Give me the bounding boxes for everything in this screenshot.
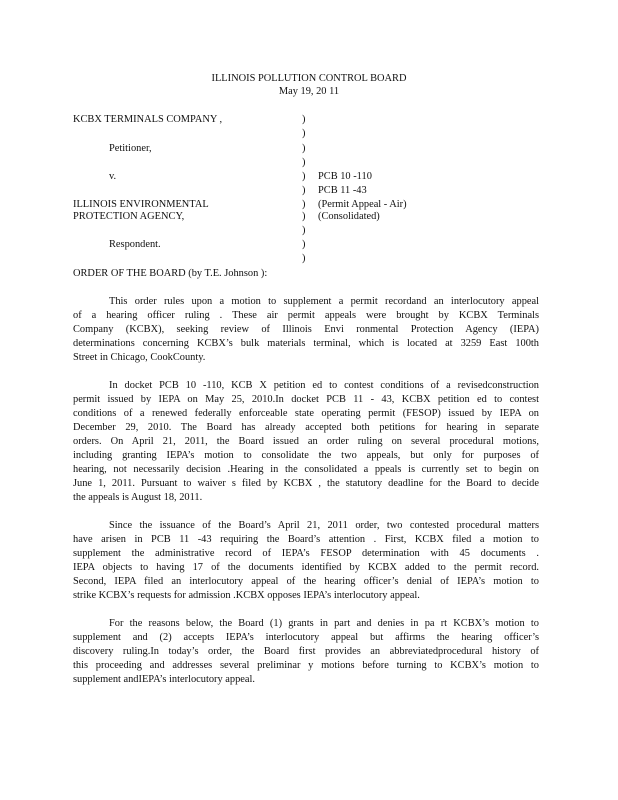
paragraph-line: supplement and (2) accepts IEPA’s interlocutory appeal but affirms the hearing officer’s xyxy=(73,632,539,643)
caption-respondent-name-2: PROTECTION AGENCY, xyxy=(73,211,185,222)
paragraph-line: hearing, not necessarily decision .Hearing in the consolidated a ppeals is currently set to begin on xyxy=(73,464,539,475)
paragraph-line: IEPA objects to having 17 of the documents identified by KCBX added to the permit record. xyxy=(73,562,539,573)
caption-paren: ) xyxy=(302,253,306,264)
caption-respondent-name-1: ILLINOIS ENVIRONMENTAL xyxy=(73,199,209,210)
case-consolidated: (Consolidated) xyxy=(318,211,380,222)
caption-paren: ) xyxy=(302,171,306,182)
paragraph-line: Street in Chicago, CookCounty. xyxy=(73,352,206,363)
paragraph-line: discovery ruling.In today’s order, the Board first provides an abbreviatedprocedural history of xyxy=(73,646,539,657)
paragraph-line: conditions of a renewed federally enforceable state operating permit (FESOP) issued by IEPA on xyxy=(73,408,539,419)
paragraph-line: determinations concerning KCBX’s bulk materials terminal, which is located at 3259 East 100th xyxy=(73,338,539,349)
caption-paren: ) xyxy=(302,157,306,168)
paragraph-line: strike KCBX’s requests for admission .KCBX opposes IEPA’s interlocutory appeal. xyxy=(73,590,420,601)
paragraph-line: supplement the administrative record of IEPA’s FESOP determination with 45 documents . xyxy=(73,548,539,559)
order-heading: ORDER OF THE BOARD (by T.E. Johnson ): xyxy=(73,268,268,279)
order-date: May 19, 20 11 xyxy=(278,86,340,97)
caption-paren: ) xyxy=(302,225,306,236)
caption-respondent-role: Respondent. xyxy=(109,239,161,250)
case-number-1: PCB 10 -110 xyxy=(318,171,372,182)
board-title: ILLINOIS POLLUTION CONTROL BOARD xyxy=(211,73,407,84)
paragraph-line: have arisen in PCB 11 -43 requiring the Board’s attention . First, KCBX filed a motion to xyxy=(73,534,539,545)
paragraph-line: supplement andIEPA’s interlocutory appeal. xyxy=(73,674,255,685)
paragraph-line: the appeals is August 18, 2011. xyxy=(73,492,203,503)
paragraph-line: This order rules upon a motion to supplement a permit recordand an interlocutory appeal xyxy=(109,296,539,307)
caption-paren: ) xyxy=(302,128,306,139)
paragraph-line: Company (KCBX), seeking review of Illinois Envi ronmental Protection Agency (IEPA) xyxy=(73,324,539,335)
caption-paren: ) xyxy=(302,185,306,196)
caption-paren: ) xyxy=(302,199,306,210)
case-number-2: PCB 11 -43 xyxy=(318,185,367,196)
caption-paren: ) xyxy=(302,114,306,125)
paragraph-line: In docket PCB 10 -110, KCB X petition ed to contest conditions of a revisedconstruction xyxy=(109,380,539,391)
paragraph-line: Since the issuance of the Board’s April 21, 2011 order, two contested procedural matters xyxy=(109,520,539,531)
caption-petitioner-name: KCBX TERMINALS COMPANY , xyxy=(73,114,223,125)
caption-petitioner-role: Petitioner, xyxy=(109,143,152,154)
paragraph-line: December 29, 2010. The Board has already accepted both petitions for hearing in separate xyxy=(73,422,539,433)
paragraph-line: Second, IEPA filed an interlocutory appeal of the hearing officer’s denial of IEPA’s motion to xyxy=(73,576,539,587)
paragraph-line: orders. On April 21, 2011, the Board issued an order ruling on several procedural motions, xyxy=(73,436,539,447)
paragraph-line: permit issued by IEPA on May 25, 2010.In docket PCB 11 - 43, KCBX petition ed to contest xyxy=(73,394,539,405)
caption-versus: v. xyxy=(109,171,117,182)
case-type: (Permit Appeal - Air) xyxy=(318,199,407,210)
paragraph-line: including granting IEPA’s motion to consolidate the two appeals, but only for purposes of xyxy=(73,450,539,461)
paragraph-line: this proceeding and addresses several preliminar y motions before turning to KCBX’s motion to xyxy=(73,660,539,671)
paragraph-line: of a hearing officer ruling . These air permit appeals were brought by KCBX Terminals xyxy=(73,310,539,321)
paragraph-line: June 1, 2011. Pursuant to waiver s filed by KCBX , the statutory deadline for the Board to decide xyxy=(73,478,539,489)
caption-paren: ) xyxy=(302,143,306,154)
paragraph-line: For the reasons below, the Board (1) grants in part and denies in pa rt KCBX’s motion to xyxy=(109,618,539,629)
caption-paren: ) xyxy=(302,211,306,222)
caption-paren: ) xyxy=(302,239,306,250)
